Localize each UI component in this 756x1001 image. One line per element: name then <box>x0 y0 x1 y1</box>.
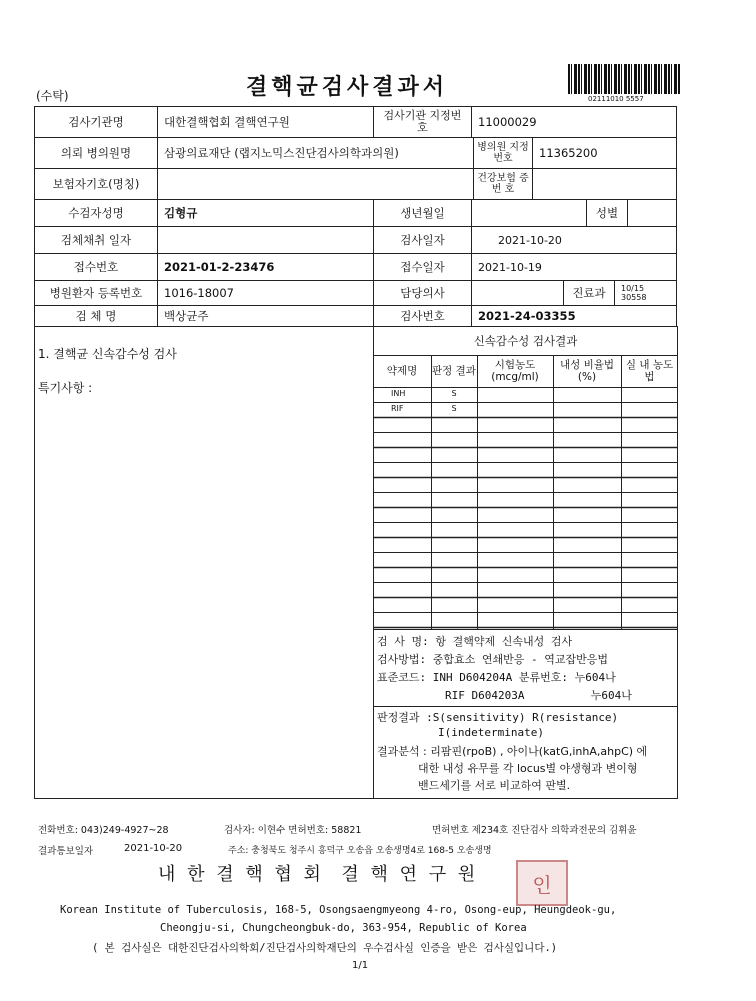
footer-org-name: 내 한 결 핵 협 회 결 핵 연 구 원 <box>158 864 479 885</box>
doctor-value <box>471 280 564 306</box>
test-no-value: 2021-24-03355 <box>471 305 677 327</box>
specimen-label: 검 체 명 <box>34 305 158 327</box>
result-cell-0-0: INH <box>391 389 406 398</box>
official-stamp <box>516 860 568 906</box>
patient-label: 수검자성명 <box>34 199 158 227</box>
lab-value: 대한결핵협회 결핵연구원 <box>157 106 374 138</box>
reception-date-value: 2021-10-19 <box>471 253 677 281</box>
test-date-label: 검사일자 <box>373 226 472 254</box>
receipt-label: (수탁) <box>36 89 69 103</box>
reception-no-value: 2021-01-2-23476 <box>157 253 374 281</box>
result-cell-1-2 <box>478 403 552 416</box>
insurer-label: 보험자기호(명칭) <box>34 168 158 200</box>
lab-label: 검사기관명 <box>34 106 158 138</box>
result-header-4: 실 내 농도법 <box>625 359 674 383</box>
footer-phone: 전화번호: 043)249-4927~28 <box>38 825 169 836</box>
analysis-line3: 밴드세기를 서로 비교하여 판별. <box>418 779 571 792</box>
footer-notify-date: 2021-10-20 <box>124 843 183 854</box>
clinic-no-value: 11365200 <box>532 137 677 169</box>
footer-examiner: 검사자: 이현수 면허번호: 58821 <box>224 825 362 836</box>
result-header-1: 판정 결과 <box>432 365 476 377</box>
lab-no-label: 검사기관 지정번호 <box>373 106 472 138</box>
method-code2: RIF D604203A 누604나 <box>445 689 632 702</box>
method-method: 검사방법: 중합효소 연쇄반응 - 역교잡반응법 <box>377 653 609 666</box>
analysis-line2: 대한 내성 유무를 각 locus별 야생형과 변이형 <box>418 762 638 775</box>
judgement-line2: I(indeterminate) <box>438 726 544 739</box>
health-no-label: 건강보험 증 번 호 <box>473 168 533 200</box>
footer-english-line2: Cheongju-si, Chungcheongbuk-do, 363-954, Republic of Korea <box>160 922 527 934</box>
dob-value <box>471 199 587 227</box>
barcode-text: 02111010 5557 <box>588 95 644 103</box>
test-date-value: 2021-10-20 <box>471 226 677 254</box>
dob-label: 생년월일 <box>373 199 472 227</box>
reception-no-label: 접수번호 <box>34 253 158 281</box>
footer-notify-label: 결과통보일자 <box>38 846 94 857</box>
result-grid-text <box>373 355 678 630</box>
method-code1: 표준코드: INH D604204A 분류번호: 누604나 <box>377 671 616 684</box>
barcode <box>568 64 680 94</box>
footer-address: 주소: 충청북도 청주시 흥덕구 오송읍 오송생명4로 168-5 오송생명 <box>228 846 492 856</box>
patient-value: 김형규 <box>157 199 374 227</box>
dept-value: 10/15 30558 <box>614 280 677 306</box>
result-cell-1-4 <box>622 403 677 416</box>
result-header-3: 내성 비율법(%) <box>559 359 615 383</box>
lab-no-value: 11000029 <box>471 106 677 138</box>
insurer-value <box>157 168 474 200</box>
result-cell-0-2 <box>478 388 552 401</box>
footer-license: 면허번호 제234호 진단검사 의학과전문의 김휘윤 <box>432 825 637 836</box>
collect-value <box>157 226 374 254</box>
collect-label: 검체채취 일자 <box>34 226 158 254</box>
remarks-label: 특기사항 : <box>38 381 93 395</box>
result-cell-1-3 <box>554 403 620 416</box>
footer-english-line1: Korean Institute of Tuberculosis, 168-5, Osongsaengmyeong 4-ro, Osong-eup, Heungdeok-gu, <box>60 904 617 916</box>
result-cell-1-1: S <box>451 404 457 413</box>
analysis-line1: 결과분석 : 리팜핀(rpoB) , 아이나(katG,inhA,ahpC) 에 <box>377 745 648 758</box>
specimen-value: 백상균주 <box>157 305 374 327</box>
health-no-value <box>532 168 677 200</box>
clinic-value: 삼광의료재단 (랩지노믹스진단검사의학과의원) <box>157 137 474 169</box>
result-cell-0-1: S <box>451 389 457 398</box>
result-table-title: 신속감수성 검사결과 <box>373 326 678 356</box>
page-title: 결핵균검사결과서 <box>246 74 449 100</box>
sex-label: 성별 <box>586 199 628 227</box>
page-number: 1/1 <box>352 960 369 971</box>
hospital-reg-value: 1016-18007 <box>157 280 374 306</box>
test-no-label: 검사번호 <box>373 305 472 327</box>
reception-date-label: 접수일자 <box>373 253 472 281</box>
test-name: 1. 결핵균 신속감수성 검사 <box>38 347 177 361</box>
clinic-no-label: 병의원 지정번호 <box>473 137 533 169</box>
result-cell-1-0: RIF <box>391 404 404 413</box>
result-cell-0-3 <box>554 388 620 401</box>
clinic-label: 의뢰 병의원명 <box>34 137 158 169</box>
method-name: 검 사 명: 항 결핵약제 신속내성 검사 <box>377 635 573 648</box>
hospital-reg-label: 병원환자 등록번호 <box>34 280 158 306</box>
sex-value <box>627 199 677 227</box>
result-cell-0-4 <box>622 388 677 401</box>
judgement-line1: 판정결과 :S(sensitivity) R(resistance) <box>377 711 619 724</box>
doctor-label: 담당의사 <box>373 280 472 306</box>
dept-label: 진료과 <box>563 280 615 306</box>
result-header-2: 시험농도 (mcg/ml) <box>491 359 539 383</box>
method-divider <box>373 706 678 707</box>
stamp-text: 인 <box>532 872 552 897</box>
footer-certification: ( 본 검사실은 대한진단검사의학회/진단검사의학재단의 우수검사실 인증을 받은 검사실입니다.) <box>92 942 558 954</box>
result-header-0: 약제명 <box>386 365 418 377</box>
